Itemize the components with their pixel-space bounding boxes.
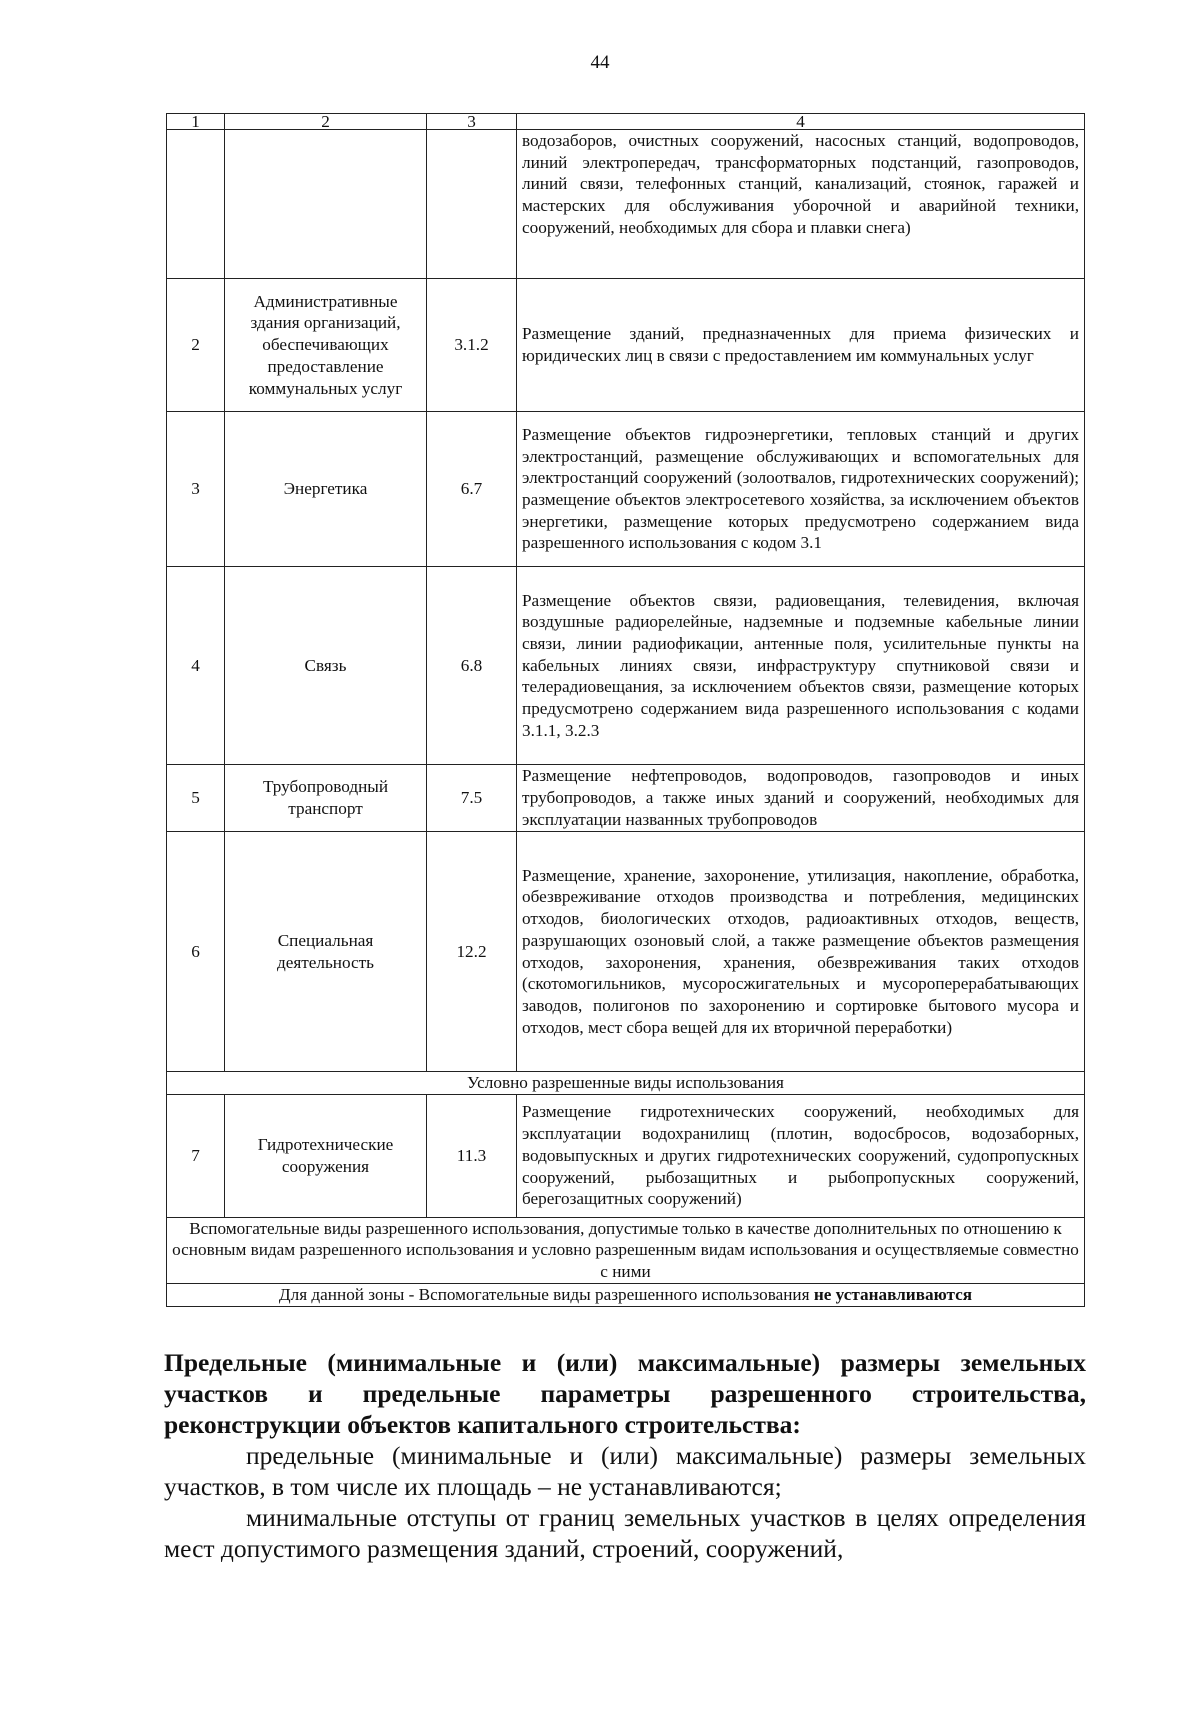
auxiliary-uses-note — [167, 1283, 1085, 1306]
column-header-1: 1 — [167, 114, 225, 130]
page-number: 44 — [590, 52, 610, 73]
conditional-uses-heading-row — [167, 1072, 1085, 1095]
paragraph-min-setbacks: минимальные отступы от границ земельных участков в целях определения мест допустимого размещения зданий, строений, сооружений, — [164, 1503, 1086, 1563]
auxiliary-note-bold: не устанавливаются — [813, 1284, 973, 1304]
limit-parameters-section — [164, 1347, 1086, 1564]
conditional-uses-heading: Условно разрешенные виды использования — [167, 1072, 1085, 1095]
land-use-table — [166, 113, 1085, 1307]
auxiliary-uses-heading: Вспомогательные виды разрешенного использования, допустимые только в качестве дополнительных по отношению к основным видам разрешенного использования и условно разрешенным видам использования и осуществляемые совместно с ними — [167, 1217, 1085, 1283]
auxiliary-uses-note-row — [167, 1283, 1085, 1306]
row-number: 6 — [167, 832, 225, 1072]
row-description: Размещение объектов связи, радиовещания, телевидения, включая воздушные радиорелейные, надземные и подземные кабельные линии связи, линии радиофикации, антенные поля, усилительные пункты на кабельных линиях связи, инфраструктуру спутниковой связи и телерадиовещания, за исключением объектов связи, размещение которых предусмотрено содержанием вида разрешенного использования с кодами 3.1.1, 3.2.3 — [517, 567, 1085, 765]
row-code: 6.8 — [427, 567, 517, 765]
row-name: Административные здания организаций, обеспечивающих предоставление коммунальных услуг — [225, 279, 427, 412]
row-number: 4 — [167, 567, 225, 765]
row-code: 7.5 — [427, 765, 517, 832]
column-header-4: 4 — [517, 114, 1085, 130]
auxiliary-note-text: Для данной зоны - Вспомогательные виды разрешенного использования — [278, 1284, 814, 1304]
table-row — [167, 412, 1085, 567]
row-description: Размещение, хранение, захоронение, утилизация, накопление, обработка, обезвреживание отходов производства и потребления, медицинских отходов, биологических отходов, радиоактивных отходов, веществ, разрушающих озоновый слой, а также размещение объектов размещения отходов, захоронения, хранения, обезвреживания таких отходов (скотомогильников, мусоросжигательных и мусороперерабатывающих заводов, полигонов по захоронению и сортировке бытового мусора и отходов, мест сбора вещей для их вторичной переработки) — [517, 832, 1085, 1072]
row-description: Размещение гидротехнических сооружений, необходимых для эксплуатации водохранилищ (плотин, водосбросов, водозаборных, водовыпускных и других гидротехнических сооружений, судопропускных сооружений, рыбозащитных и рыбопропускных сооружений, берегозащитных сооружений) — [517, 1094, 1085, 1217]
row-code: 3.1.2 — [427, 279, 517, 412]
row-description: водозаборов, очистных сооружений, насосных станций, водопроводов, линий электропередач, трансформаторных подстанций, газопроводов, линий связи, телефонных станций, канализаций, стоянок, гаражей и мастерских для обслуживания уборочной и аварийной техники, сооружений, необходимых для сбора и плавки снега) — [517, 130, 1085, 279]
row-name — [225, 130, 427, 279]
row-name: Связь — [225, 567, 427, 765]
table-row — [167, 567, 1085, 765]
column-header-2: 2 — [225, 114, 427, 130]
paragraph-plot-sizes: предельные (минимальные и (или) максимальные) размеры земельных участков, в том числе их площадь – не устанавливаются; — [164, 1441, 1086, 1501]
row-name: Трубопроводный транспорт — [225, 765, 427, 832]
row-code: 6.7 — [427, 412, 517, 567]
row-description: Размещение зданий, предназначенных для приема физических и юридических лиц в связи с предоставлением им коммунальных услуг — [517, 279, 1085, 412]
table-header-row — [167, 114, 1085, 130]
table-row — [167, 130, 1085, 279]
row-name: Гидротехнические сооружения — [225, 1094, 427, 1217]
row-code — [427, 130, 517, 279]
row-number: 5 — [167, 765, 225, 832]
row-description: Размещение объектов гидроэнергетики, тепловых станций и других электростанций, размещение обслуживающих и вспомогательных для электростанций сооружений (золоотвалов, гидротехнических сооружений); размещение объектов электросетевого хозяйства, за исключением объектов энергетики, размещение которых предусмотрено содержанием вида разрешенного использования с кодом 3.1 — [517, 412, 1085, 567]
table-row — [167, 279, 1085, 412]
row-number — [167, 130, 225, 279]
row-code: 11.3 — [427, 1094, 517, 1217]
section-heading: Предельные (минимальные и (или) максимальные) размеры земельных участков и предельные параметры разрешенного строительства, реконструкции объектов капитального строительства: — [164, 1348, 1086, 1439]
row-description: Размещение нефтепроводов, водопроводов, газопроводов и иных трубопроводов, а также иных зданий и сооружений, необходимых для эксплуатации названных трубопроводов — [517, 765, 1085, 832]
row-code: 12.2 — [427, 832, 517, 1072]
table-row — [167, 832, 1085, 1072]
row-number: 7 — [167, 1094, 225, 1217]
row-number: 3 — [167, 412, 225, 567]
table-row — [167, 765, 1085, 832]
row-name: Энергетика — [225, 412, 427, 567]
auxiliary-uses-heading-row — [167, 1217, 1085, 1283]
column-header-3: 3 — [427, 114, 517, 130]
row-name: Специальная деятельность — [225, 832, 427, 1072]
row-number: 2 — [167, 279, 225, 412]
table-row — [167, 1094, 1085, 1217]
